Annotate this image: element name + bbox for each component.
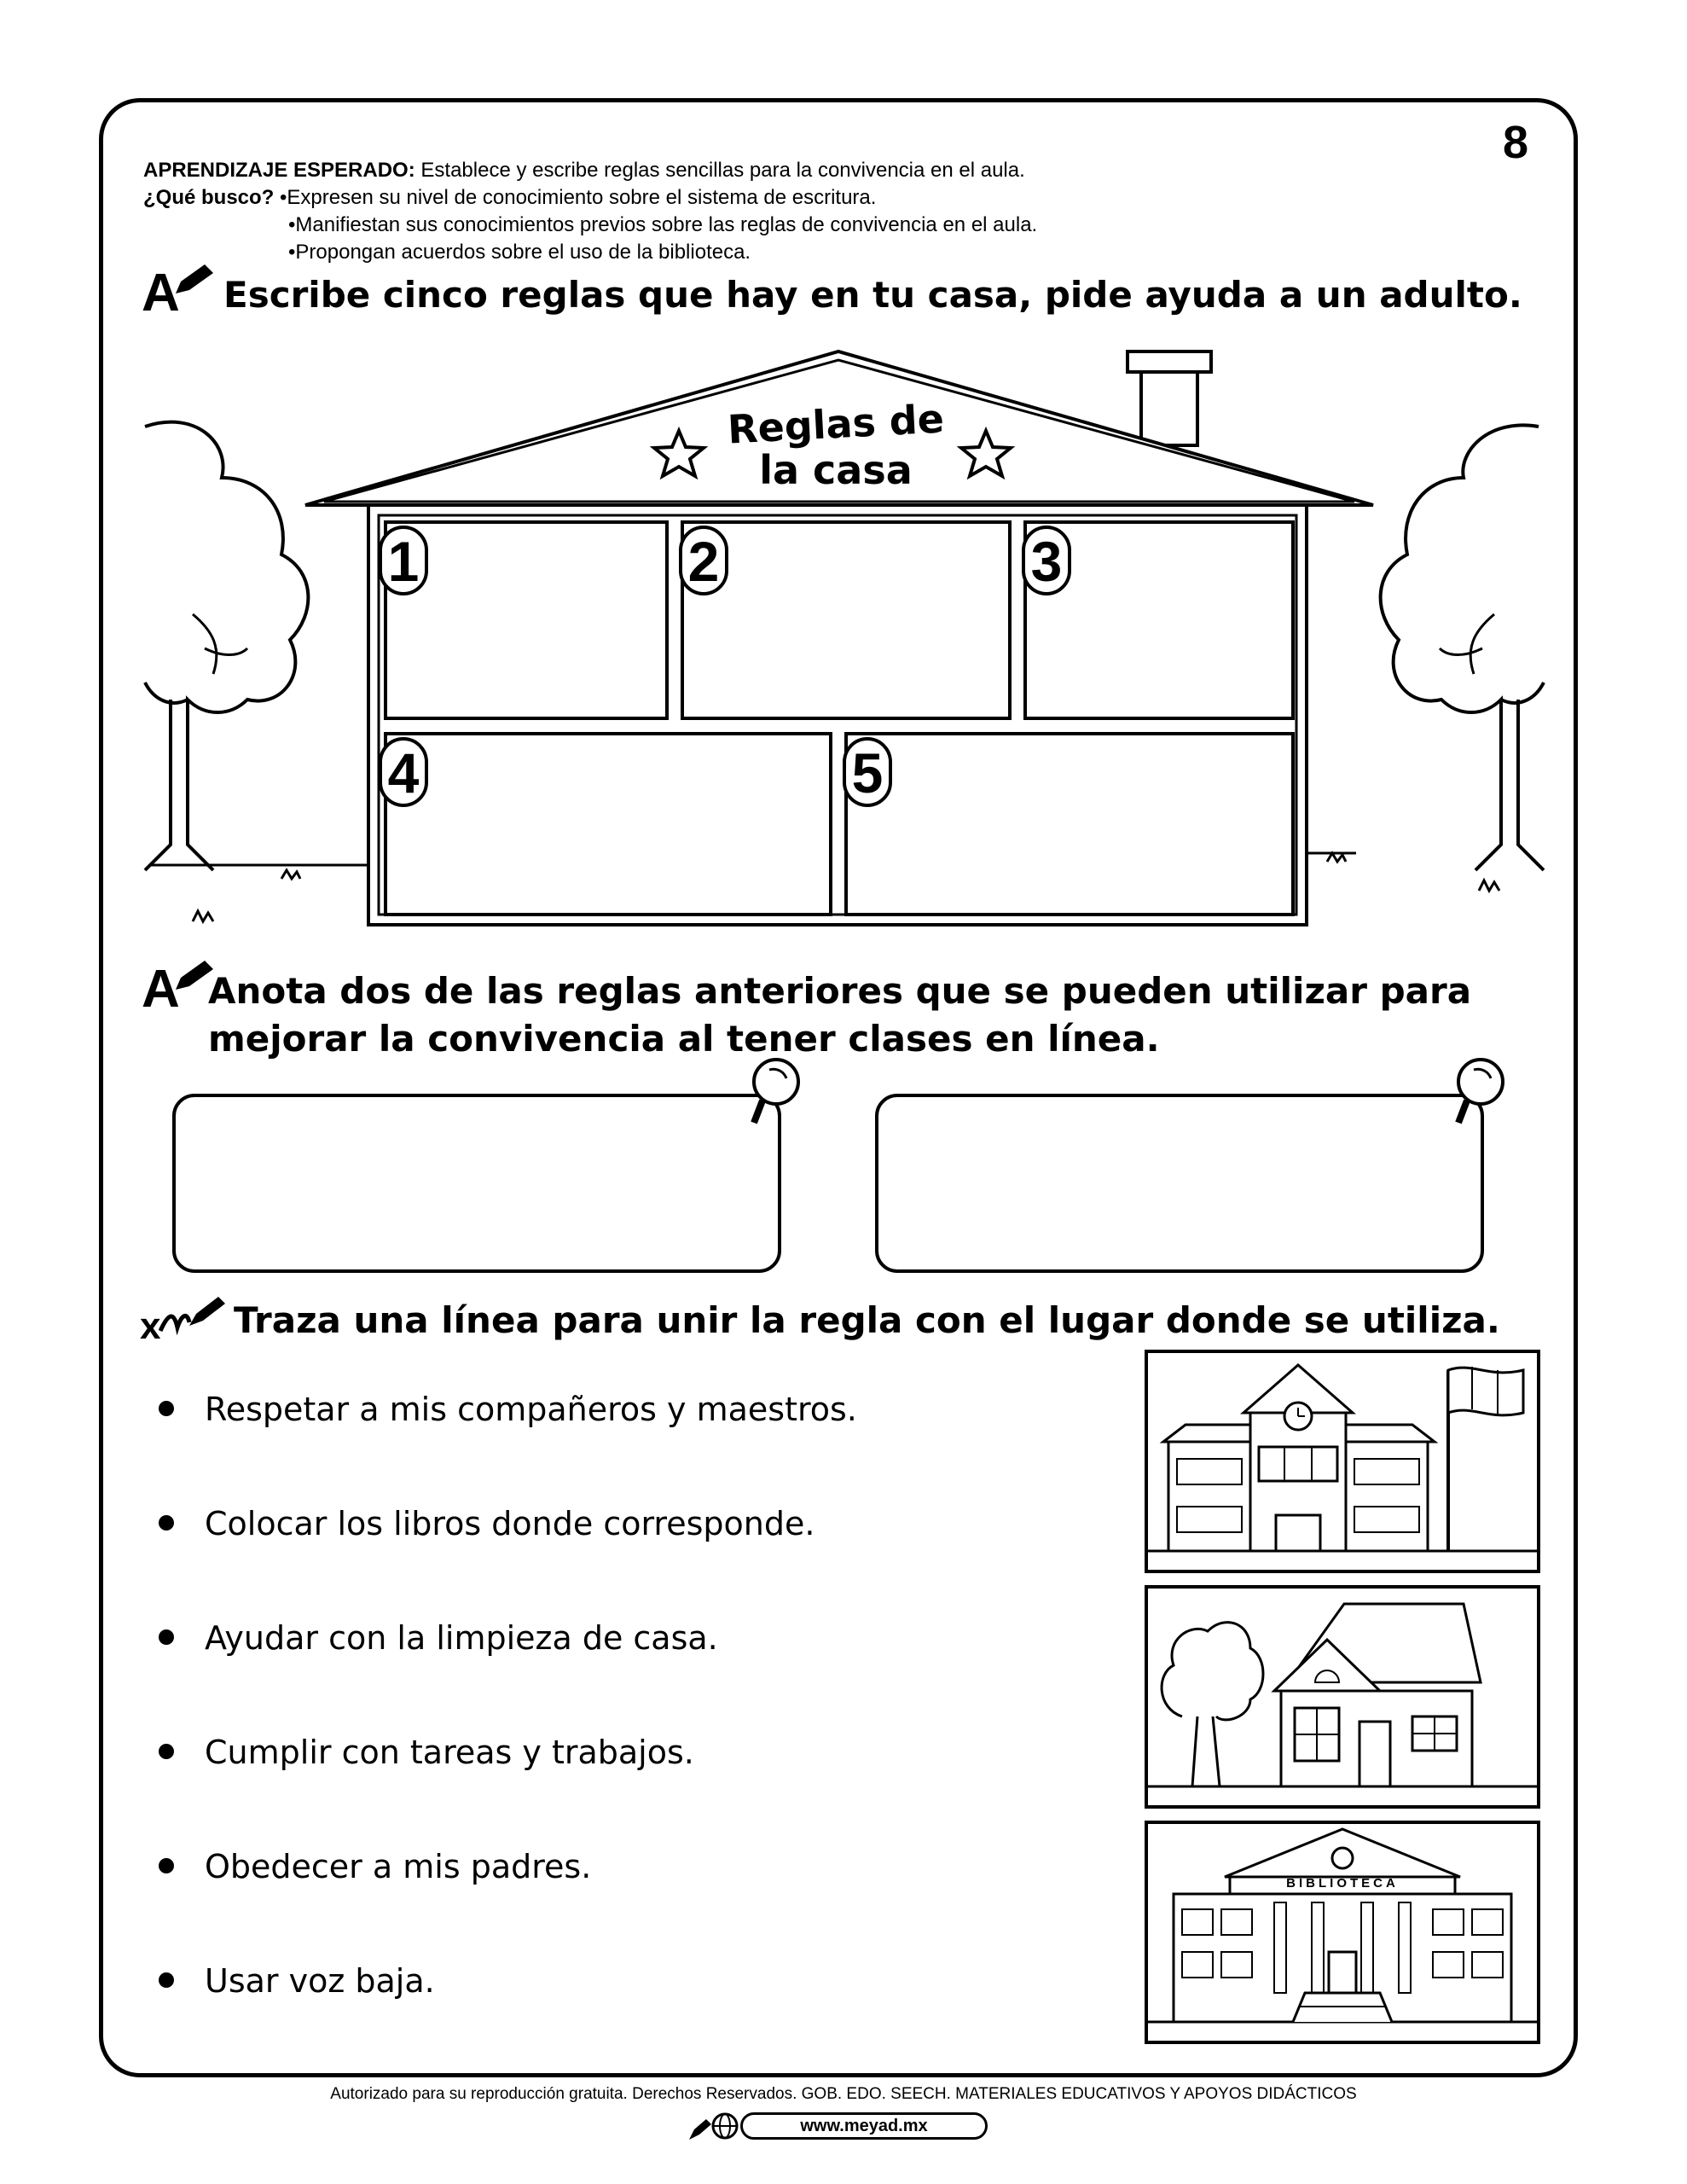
answer-box-2 <box>877 1095 1482 1271</box>
school-picture <box>1145 1350 1540 1573</box>
rule-text: Colocar los libros donde corresponde. <box>205 1505 815 1542</box>
pencil-squiggle-icon <box>159 1295 227 1338</box>
rule-item <box>159 1391 857 1428</box>
library-icon <box>1148 1824 1537 2041</box>
instruction-line: mejorar la convivencia al tener clases en línea. <box>208 1018 1160 1060</box>
rule-item <box>159 1962 435 2000</box>
bullet-icon <box>159 1401 174 1416</box>
write-letter-icon: A <box>142 264 180 322</box>
house-picture <box>1145 1585 1540 1809</box>
box-number-2: 2 <box>679 526 728 595</box>
instruction-line: Anota dos de las reglas anteriores que se pueden utilizar para <box>208 970 1472 1012</box>
bullet-icon <box>159 1858 174 1873</box>
bullet-icon <box>159 1972 174 1988</box>
rule-text: Obedecer a mis padres. <box>205 1848 592 1885</box>
library-picture <box>1145 1821 1540 2044</box>
seek-label: ¿Qué busco? <box>143 186 275 209</box>
section-a-instruction: Escribe cinco reglas que hay en tu casa, pide ayuda a un adulto. <box>223 274 1522 316</box>
roof-title-line: la casa <box>759 447 913 493</box>
write-letter-icon: A <box>142 960 180 1019</box>
box-number-3: 3 <box>1022 526 1071 595</box>
rule-text: Usar voz baja. <box>205 1962 435 2000</box>
footer-copyright: Autorizado para su reproducción gratuita. Derechos Reservados. GOB. EDO. SEECH. MATERIALES EDUCATIVOS Y APOYOS DIDÁCTICOS <box>330 2085 1357 2103</box>
rule-item <box>159 1848 591 1885</box>
box-number-5: 5 <box>843 737 892 807</box>
page-number: 8 <box>1503 117 1529 168</box>
rule-text: Cumplir con tareas y trabajos. <box>205 1734 694 1771</box>
bullet-icon <box>159 1515 174 1531</box>
rule-text: Respetar a mis compañeros y maestros. <box>205 1391 857 1428</box>
footer-url-link[interactable]: www.meyad.mx <box>740 2112 988 2140</box>
bullet-icon <box>159 1744 174 1759</box>
roof-title-line: Reglas de <box>726 395 946 453</box>
rule-item <box>159 1619 718 1657</box>
seek-item: •Expresen su nivel de conocimiento sobre el sistema de escritura. <box>280 186 877 209</box>
bullet-icon <box>159 1629 174 1645</box>
expected-learning-label: APRENDIZAJE ESPERADO: <box>143 159 415 182</box>
library-sign: BIBLIOTECA <box>1286 1876 1399 1891</box>
home-icon <box>1148 1589 1537 1805</box>
globe-arrow-icon <box>686 2109 740 2143</box>
answer-box-1 <box>174 1095 780 1271</box>
rule-item <box>159 1505 815 1542</box>
seek-item: •Manifiestan sus conocimientos previos sobre las reglas de convivencia en el aula. <box>288 213 1038 236</box>
expected-learning-text: Establece y escribe reglas sencillas para la convivencia en el aula. <box>415 159 1025 182</box>
school-icon <box>1148 1353 1537 1570</box>
box-number-1: 1 <box>379 526 428 595</box>
rule-text: Ayudar con la limpieza de casa. <box>205 1619 718 1657</box>
rule-item <box>159 1734 694 1771</box>
box-number-4: 4 <box>379 737 428 807</box>
section-c-instruction: Traza una línea para unir la regla con el lugar donde se utiliza. <box>234 1299 1500 1341</box>
seek-item: •Propongan acuerdos sobre el uso de la biblioteca. <box>288 241 751 264</box>
trace-letter-icon: x <box>140 1305 161 1347</box>
trace-line-icon <box>140 1305 160 1348</box>
